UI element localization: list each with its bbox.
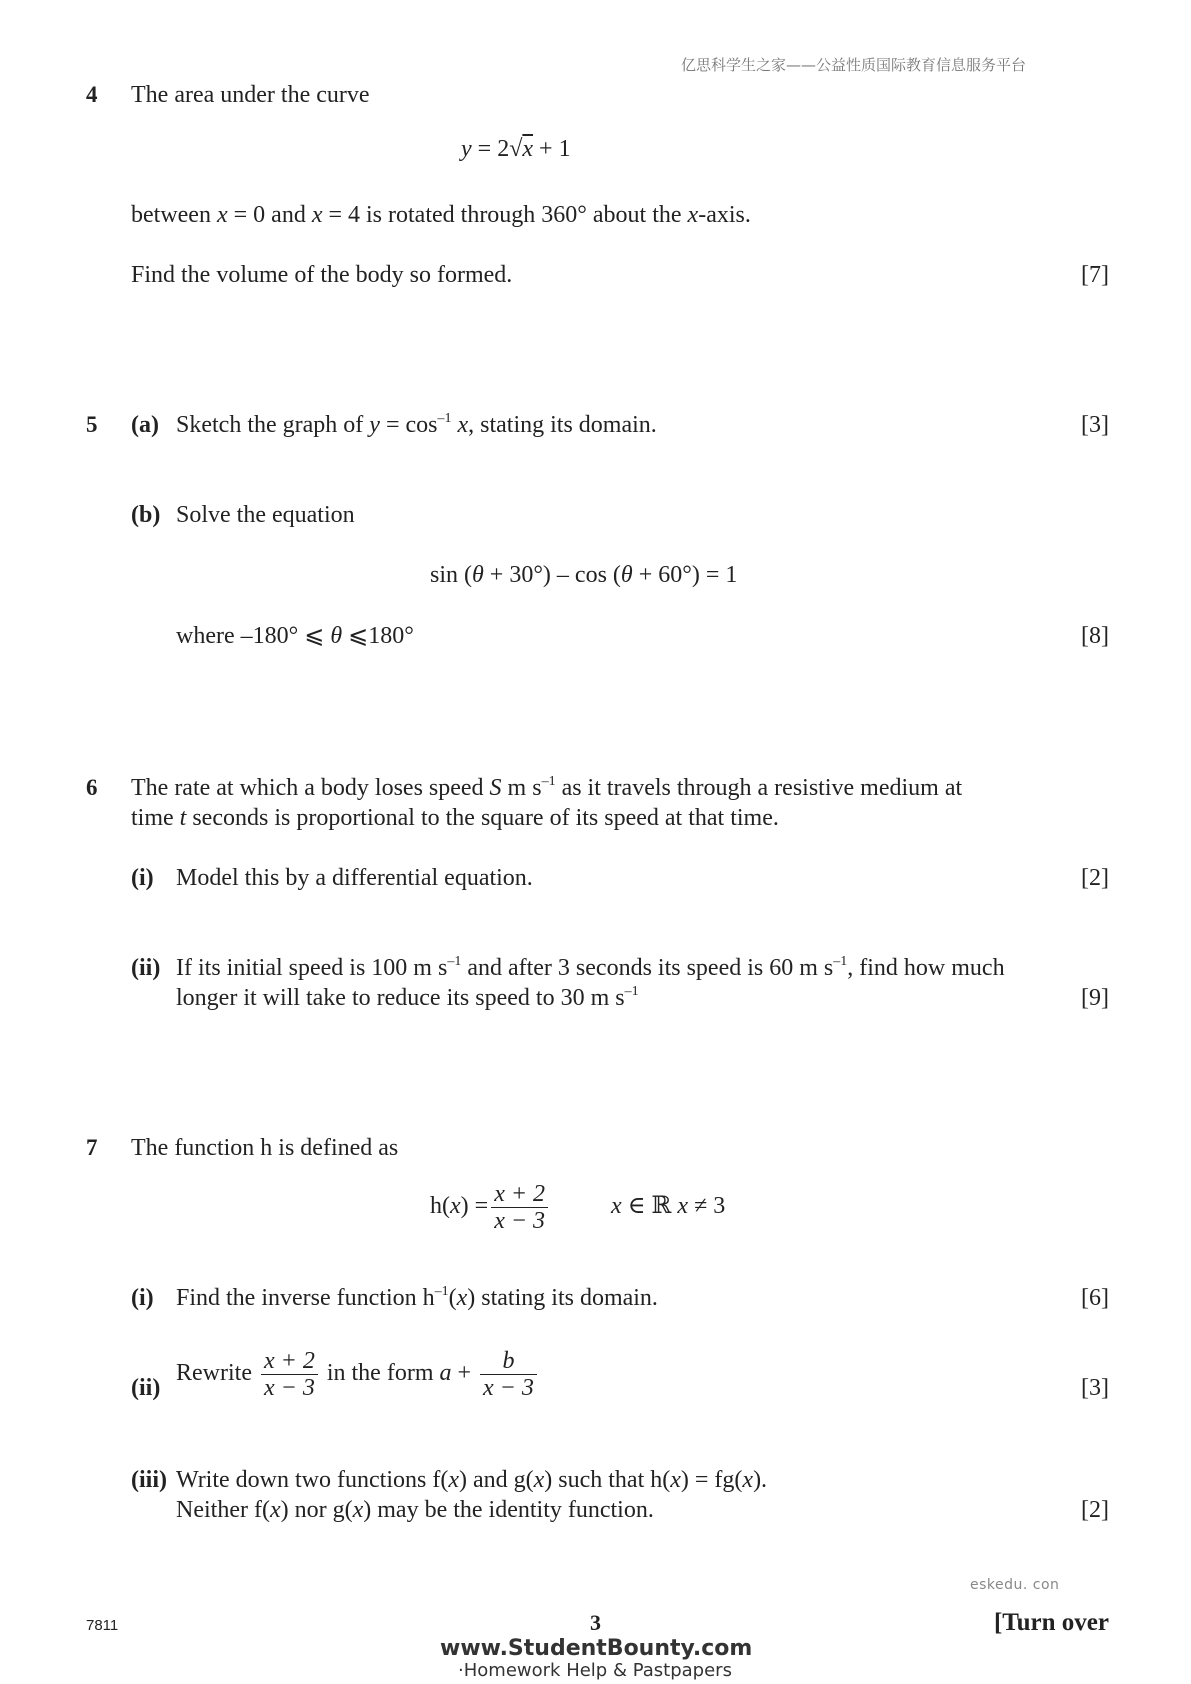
q5b-eq-theta1: θ (472, 562, 484, 588)
q5b-label: (b) (131, 502, 161, 528)
q7iii-line2 (176, 1495, 654, 1525)
paper-code: 7811 (86, 1617, 119, 1634)
q6-line1 (131, 773, 962, 803)
q6ii-l1-t1: If its initial speed is 100 m s (176, 955, 448, 981)
q7iii-l1-x4: x (742, 1467, 754, 1493)
q7ii-fraction2 (480, 1348, 537, 1401)
q7-intro: The function h is defined as (131, 1135, 399, 1161)
q5b-where (176, 621, 414, 651)
q7ii-frac2-num: b (480, 1348, 537, 1375)
q6ii-l1-t3: , find how much (847, 955, 1005, 981)
q7i-x: x (456, 1285, 468, 1311)
q7iii-l2-x1: x (269, 1497, 281, 1523)
q4-equation (461, 134, 571, 164)
q7i-sup: –1 (434, 1284, 449, 1299)
q6ii-l2-t1: longer it will take to reduce its speed to 30 m s (176, 985, 625, 1011)
q7-def-numerator: x + 2 (491, 1181, 548, 1208)
q6i-label: (i) (131, 865, 154, 891)
q7iii-l1-t5: ). (753, 1467, 768, 1493)
q7iii-l2-t3: ) may be the identity function. (363, 1497, 654, 1523)
q4-l2-d: -axis. (698, 202, 751, 228)
q5a-y: y (369, 412, 380, 438)
q6ii-l1-t2: and after 3 seconds its speed is 60 m s (461, 955, 834, 981)
q5b-eq-theta2: θ (620, 562, 633, 588)
q6ii-l1-sup2: –1 (833, 954, 848, 969)
q5a-text (176, 410, 657, 440)
q4-line2 (131, 200, 751, 230)
q4-eq-y: y (461, 136, 472, 162)
q7ii-frac1-den: x − 3 (263, 1375, 315, 1401)
q4-l2-b: = 0 and (227, 202, 312, 228)
question-number-7: 7 (86, 1135, 98, 1160)
q7ii-text (176, 1348, 540, 1401)
q7ii-frac2-den: x − 3 (483, 1375, 534, 1401)
q7i-t2: ( (448, 1285, 457, 1311)
q7-def-x: x (450, 1193, 461, 1220)
q7iii-l1-t1: Write down two functions f( (176, 1467, 449, 1493)
q7-def-fraction (491, 1181, 548, 1234)
q5b-eq-t3: + 60°) = 1 (632, 562, 738, 588)
q4-l2-x3: x (687, 202, 699, 228)
q7ii-t2: in the form (320, 1360, 440, 1387)
q7iii-l1-x3: x (670, 1467, 681, 1493)
q7ii-a: a (439, 1360, 452, 1387)
q6ii-marks: [9] (1081, 985, 1109, 1011)
q6ii-label: (ii) (131, 955, 161, 981)
q7i-t3: ) stating its domain. (467, 1285, 658, 1311)
q7-def-domain: ∈ ℝ (621, 1193, 678, 1220)
q7ii-t3: + (451, 1360, 478, 1387)
q5b-equation (430, 560, 737, 590)
q6-l1-t2: m s (501, 775, 542, 801)
q6-l1-t3: as it travels through a resistive medium at (555, 775, 963, 801)
q5a-t4: , stating its domain. (468, 412, 657, 438)
q6-l2-t: t (179, 805, 187, 831)
q7-def-denominator: x − 3 (494, 1208, 546, 1234)
q5b-eq-t2: + 30°) – cos ( (483, 562, 621, 588)
q7-def-domain-x2: x (677, 1193, 689, 1220)
q7iii-l2-t1: Neither f( (176, 1497, 270, 1523)
studentbounty-logo (440, 1636, 753, 1681)
q7-definition (430, 1181, 725, 1234)
q7-def-h: h( (430, 1193, 450, 1220)
q6-l1-sup: –1 (541, 774, 556, 789)
q4-eq-rest: + 1 (533, 136, 571, 162)
q6-l1-t1: The rate at which a body loses speed (131, 775, 490, 801)
q7-def-neq: ≠ 3 (688, 1193, 726, 1220)
q6i-marks: [2] (1081, 865, 1109, 891)
q7iii-l1-x2: x (533, 1467, 545, 1493)
q7iii-l1-t4: ) = fg( (680, 1467, 743, 1493)
q5a-label: (a) (131, 412, 159, 438)
q5b-marks: [8] (1081, 623, 1109, 649)
studentbounty-url: www.StudentBounty.com (440, 1636, 753, 1661)
q4-l2-x2: x (311, 202, 323, 228)
q5a-t2: = cos (379, 412, 438, 438)
q7ii-frac1-num: x + 2 (261, 1348, 318, 1375)
q6-l2-t2: seconds is proportional to the square of its speed at that time. (186, 805, 779, 831)
q6-l2-t1: time (131, 805, 180, 831)
q4-line3: Find the volume of the body so formed. (131, 262, 513, 288)
q6ii-l1-sup1: –1 (447, 954, 462, 969)
q5a-x: x (457, 412, 469, 438)
question-number-4: 4 (86, 82, 98, 107)
q6i-text: Model this by a differential equation. (176, 865, 533, 891)
question-number-6: 6 (86, 775, 98, 800)
q5b-where-theta: θ (330, 623, 343, 649)
q7ii-fraction1 (261, 1348, 318, 1401)
studentbounty-tagline: ·Homework Help & Pastpapers (458, 1660, 732, 1681)
q7i-text (176, 1283, 658, 1313)
q6ii-l2-sup: –1 (624, 984, 639, 999)
q4-eq-sqrt: = 2√ (471, 136, 523, 162)
q7iii-l2-t2: ) nor g( (280, 1497, 353, 1523)
q7iii-l1-t3: ) such that h( (544, 1467, 671, 1493)
q7ii-marks: [3] (1081, 1375, 1109, 1401)
q7i-marks: [6] (1081, 1285, 1109, 1311)
q7iii-l1-t2: ) and g( (458, 1467, 534, 1493)
q5a-t1: Sketch the graph of (176, 412, 370, 438)
q5b-where-t2: ⩽180° (342, 623, 414, 649)
q4-l2-x1: x (216, 202, 228, 228)
turn-over-label: [Turn over (993, 1609, 1109, 1636)
q5b-text: Solve the equation (176, 502, 355, 528)
eskedu-watermark: eskedu. con (970, 1577, 1060, 1593)
q7iii-line1 (176, 1465, 767, 1495)
q7iii-marks: [2] (1081, 1497, 1109, 1523)
q7i-t1: Find the inverse function h (176, 1285, 435, 1311)
question-number-5: 5 (86, 412, 98, 437)
q5b-eq-t1: sin ( (430, 562, 472, 588)
q5a-sup: –1 (437, 411, 452, 426)
q7ii-t1: Rewrite (176, 1360, 258, 1387)
q4-l2-a: between (131, 202, 217, 228)
q5b-where-t1: where –180° ⩽ (176, 623, 331, 649)
q7iii-l1-x1: x (448, 1467, 459, 1493)
q7-def-domain-x: x (611, 1193, 622, 1220)
header-watermark: 亿思科学生之家——公益性质国际教育信息服务平台 (681, 56, 1027, 74)
q4-l2-c: = 4 is rotated through 360° about the (322, 202, 688, 228)
q6-l1-S: S (489, 775, 502, 801)
q6ii-line1 (176, 953, 1005, 983)
page-number: 3 (590, 1610, 601, 1635)
q7i-label: (i) (131, 1285, 154, 1311)
q6ii-line2 (176, 983, 639, 1013)
q7iii-l2-x2: x (352, 1497, 364, 1523)
q5a-marks: [3] (1081, 412, 1109, 438)
q7iii-label: (iii) (131, 1467, 167, 1493)
q4-marks: [7] (1081, 262, 1109, 288)
q4-eq-radicand: x (522, 136, 534, 162)
q6-line2 (131, 803, 779, 833)
q7-def-close: ) = (460, 1193, 489, 1220)
q7ii-label: (ii) (131, 1375, 161, 1401)
q4-intro: The area under the curve (131, 82, 370, 108)
